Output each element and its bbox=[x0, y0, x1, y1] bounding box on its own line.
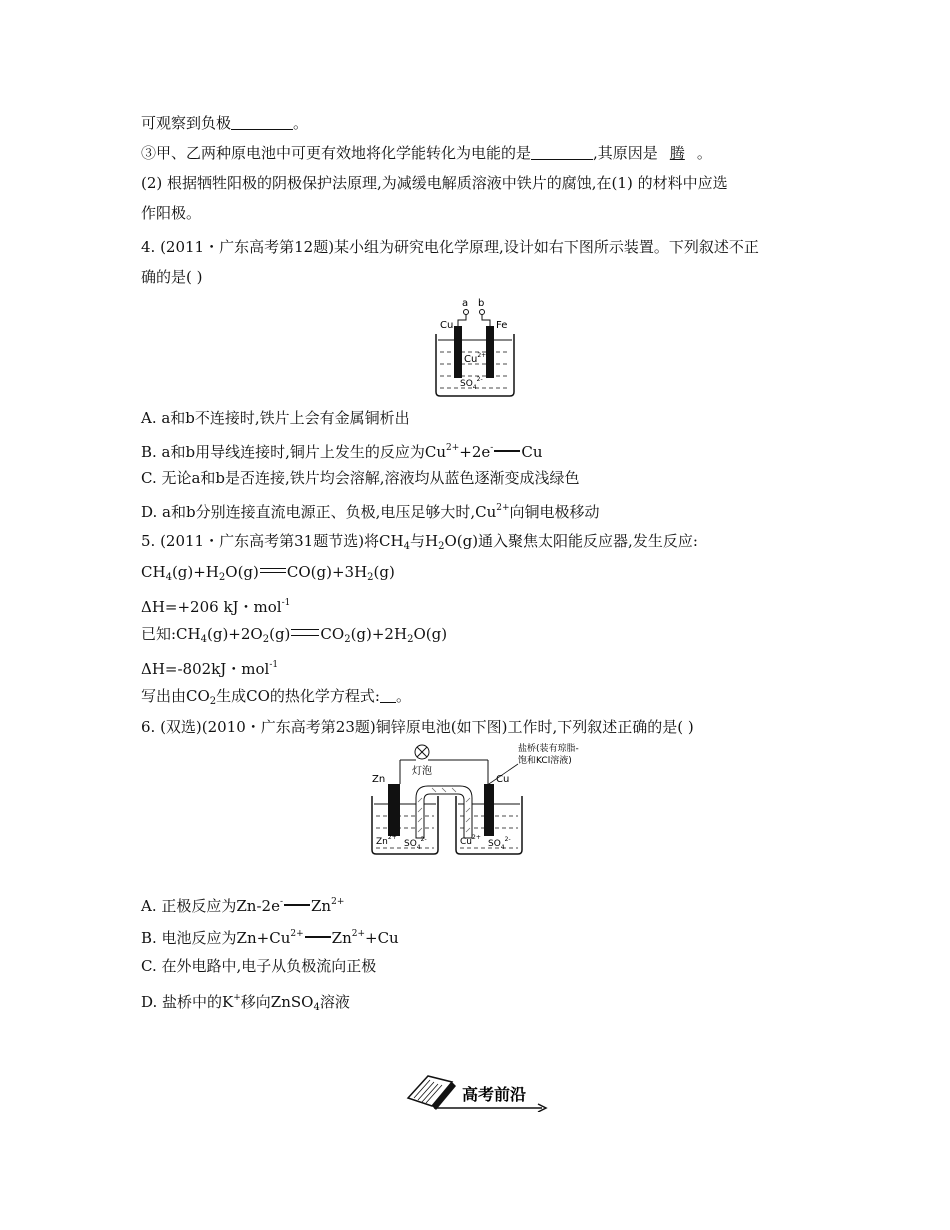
text: ③甲、乙两种原电池中可更有效地将化学能转化为电能的是 bbox=[141, 144, 532, 162]
label-zn: Zn bbox=[372, 774, 386, 785]
text: 。 bbox=[293, 114, 309, 132]
answer-blank bbox=[380, 688, 396, 703]
figure-cu-fe-cell bbox=[430, 294, 530, 398]
fe-electrode bbox=[486, 326, 494, 378]
label-so4-right: $SO_4^{2-}$ bbox=[488, 836, 511, 851]
option-4D bbox=[141, 497, 600, 523]
equation-1: $CH_4(g)+H_2O(g)$ $CO(g)+3H_2(g)$ bbox=[141, 563, 395, 583]
zn-electrode bbox=[388, 784, 400, 836]
label-cu-ion: $Cu^{2+}$ bbox=[460, 834, 481, 847]
reaction-arrow bbox=[494, 450, 520, 452]
cu-electrode bbox=[454, 326, 462, 378]
figure-zn-cu-cell bbox=[368, 742, 608, 860]
reversible-arrow bbox=[260, 567, 286, 575]
text: D. a和b分别连接直流电源正、负极,电压足够大时,Cu bbox=[141, 503, 497, 521]
option-4C: C. 无论a和b是否连接,铁片均会溶解,溶液均从蓝色逐渐变成浅绿色 bbox=[141, 469, 580, 487]
option-6B: B. 电池反应为$Zn+Cu^{2+}$ $Zn^{2+}+Cu$ bbox=[141, 929, 399, 947]
text: ,其原因是 bbox=[593, 144, 658, 162]
sub: 4 bbox=[403, 541, 410, 552]
label-bridge-2: 饱和KCl溶液) bbox=[518, 756, 572, 766]
option-6C: C. 在外电路中,电子从负极流向正极 bbox=[141, 957, 377, 975]
text: O(g)通入聚焦太阳能反应器,发生反应: bbox=[444, 532, 698, 550]
text: 与H bbox=[409, 532, 439, 550]
label-so4: $SO_4^{2-}$ bbox=[460, 376, 483, 391]
equals-arrow bbox=[291, 629, 319, 636]
text: B. a和b用导线连接时,铜片上发生的反应为Cu bbox=[141, 443, 447, 461]
delta-h-1: ΔH=+206 kJ・mol$^{-1}$ bbox=[141, 598, 291, 616]
option-6D: D. 盐桥中的K+移向ZnSO$_4$溶液 bbox=[141, 993, 350, 1013]
text: 。 bbox=[696, 144, 712, 162]
question-6: 6. (双选)(2010・广东高考第23题)铜锌原电池(如下图)工作时,下列叙述正确的是( ) bbox=[141, 718, 694, 736]
option-4A: A. a和b不连接时,铁片上会有金属铜析出 bbox=[141, 409, 410, 427]
label-so4-left: $SO_4^{2-}$ bbox=[404, 836, 427, 851]
label-bulb: 灯泡 bbox=[412, 766, 432, 777]
label-b: b bbox=[478, 298, 485, 309]
label-zn-ion: $Zn^{2+}$ bbox=[376, 834, 397, 847]
text: +2e bbox=[459, 443, 491, 461]
sub: 2 bbox=[438, 541, 445, 552]
label-cu: Cu bbox=[496, 774, 510, 785]
sup: 2+ bbox=[446, 443, 460, 453]
text-line bbox=[141, 112, 308, 134]
label-bridge-1: 盐桥(装有琼脂- bbox=[518, 744, 579, 754]
sup: - bbox=[490, 443, 494, 453]
banner-title: 高考前沿 bbox=[462, 1085, 527, 1104]
underlined-answer: 腾 bbox=[669, 144, 685, 162]
text-line bbox=[141, 142, 712, 164]
text-line: (2) 根据牺牲阳极的阴极保护法原理,为减缓电解质溶液中铁片的腐蚀,在(1) 的材料中应选 bbox=[141, 174, 728, 192]
delta-h-2: ΔH=-802kJ・mol$^{-1}$ bbox=[141, 660, 279, 678]
text: 可观察到负极 bbox=[141, 114, 232, 132]
section-banner bbox=[404, 1070, 550, 1112]
question-5 bbox=[141, 530, 698, 558]
sup: 2+ bbox=[496, 503, 510, 513]
text: 向铜电极移动 bbox=[509, 503, 600, 521]
label-cu: Cu bbox=[440, 320, 454, 331]
answer-blank bbox=[531, 145, 593, 160]
question-5-ask: 写出由$CO_2$生成CO的热化学方程式: 。 bbox=[141, 687, 412, 707]
question-4: 4. (2011・广东高考第12题)某小组为研究电化学原理,设计如右下图所示装置。下列叙述不正 bbox=[141, 238, 759, 256]
equation-2: 已知$:CH_4(g)+2O_2(g)$ $CO_2(g)+2H_2O(g)$ bbox=[141, 625, 448, 645]
label-a: a bbox=[462, 298, 469, 309]
book-icon bbox=[408, 1076, 456, 1110]
cu-electrode bbox=[484, 784, 494, 836]
option-4B bbox=[141, 437, 542, 463]
label-fe: Fe bbox=[496, 320, 508, 331]
answer-blank bbox=[231, 115, 293, 130]
reaction-arrow bbox=[284, 904, 310, 906]
text: Cu bbox=[521, 443, 543, 461]
salt-bridge bbox=[416, 786, 472, 838]
option-6A: A. 正极反应为Zn-2e- $Zn^{2+}$ bbox=[141, 897, 345, 915]
text: 5. (2011・广东高考第31题节选)将CH bbox=[141, 532, 404, 550]
text-line: 作阳极。 bbox=[141, 204, 202, 222]
reaction-arrow bbox=[305, 936, 331, 938]
label-cu-ion: $Cu^{2+}$ bbox=[464, 352, 487, 365]
question-4-cont: 确的是( ) bbox=[141, 268, 203, 286]
